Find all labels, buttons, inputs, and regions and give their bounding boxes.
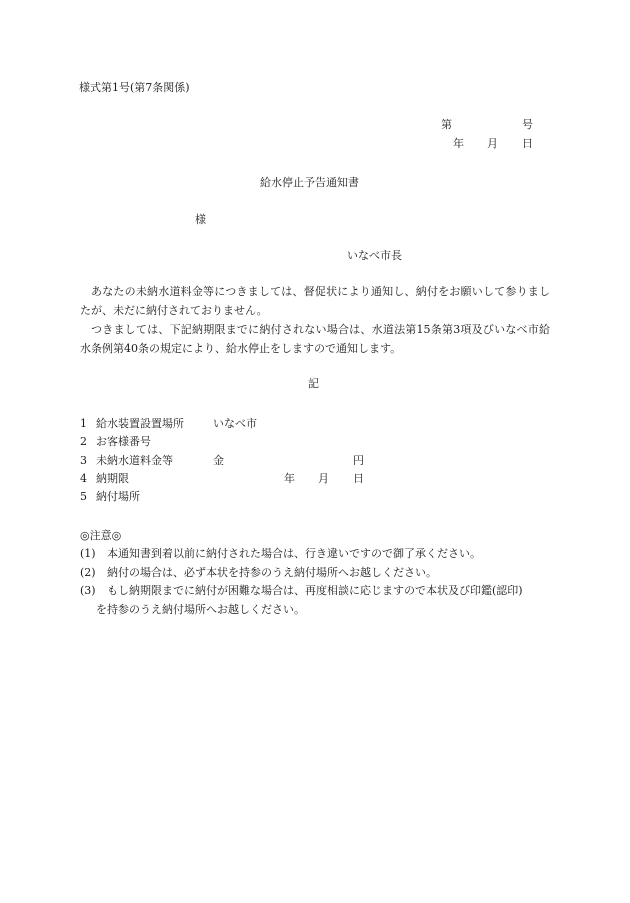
date-year: 年 — [453, 137, 464, 150]
item-5-label: 納付場所 — [96, 490, 140, 503]
document-title: 給水停止予告通知書 — [260, 176, 359, 189]
item-4-label: 納期限 — [96, 472, 129, 485]
recipient-suffix: 様 — [195, 213, 206, 226]
note-2-num: (2) — [80, 566, 96, 579]
item-4-year: 年 — [284, 472, 295, 485]
note-3-num: (3) — [80, 584, 96, 597]
body-paragraph-2: つきましては、下記納期限までに納付されない場合は、水道法第15条第3項及びいなべ市給水条例第40条の規定により、給水停止をしますので通知します。 — [80, 323, 550, 355]
item-4-num: 4 — [80, 472, 87, 485]
note-1-num: (1) — [80, 547, 96, 560]
item-1-label: 給水装置設置場所 — [96, 417, 184, 430]
item-2-label: お客様番号 — [96, 435, 151, 448]
note-2-text: 納付の場合は、必ず本状を持参のうえ納付場所へお越しください。 — [107, 566, 437, 579]
doc-number-prefix: 第 — [441, 118, 452, 131]
item-3-num: 3 — [80, 454, 87, 467]
note-3-text: もし納期限までに納付が困難な場合は、再度相談に応じますので本状及び印鑑(認印) — [107, 584, 523, 597]
item-1-num: 1 — [80, 417, 87, 430]
doc-number-suffix: 号 — [522, 118, 533, 131]
item-3-label: 未納水道料金等 — [96, 454, 173, 467]
item-3-unit: 円 — [353, 454, 364, 467]
form-label: 様式第1号(第7条関係) — [79, 81, 190, 94]
note-1-text: 本通知書到着以前に納付された場合は、行き違いですので御了承ください。 — [107, 547, 481, 560]
item-4-day: 日 — [353, 472, 364, 485]
sender: いなべ市長 — [347, 249, 402, 262]
body-paragraph-1: あなたの未納水道料金等につきましては、督促状により通知し、納付をお願いして参りましたが、未だに納付されておりません。 — [80, 285, 550, 317]
notes-heading: ◎注意◎ — [80, 529, 122, 542]
item-1-value: いなべ市 — [213, 417, 257, 430]
date-day: 日 — [522, 137, 533, 150]
ki-heading: 記 — [308, 377, 319, 390]
item-3-prefix: 金 — [213, 454, 224, 467]
note-3-text-cont: を持参のうえ納付場所へお越しください。 — [96, 603, 305, 616]
item-2-num: 2 — [80, 435, 87, 448]
item-5-num: 5 — [80, 490, 87, 503]
item-4-month: 月 — [318, 472, 329, 485]
date-month: 月 — [487, 137, 498, 150]
